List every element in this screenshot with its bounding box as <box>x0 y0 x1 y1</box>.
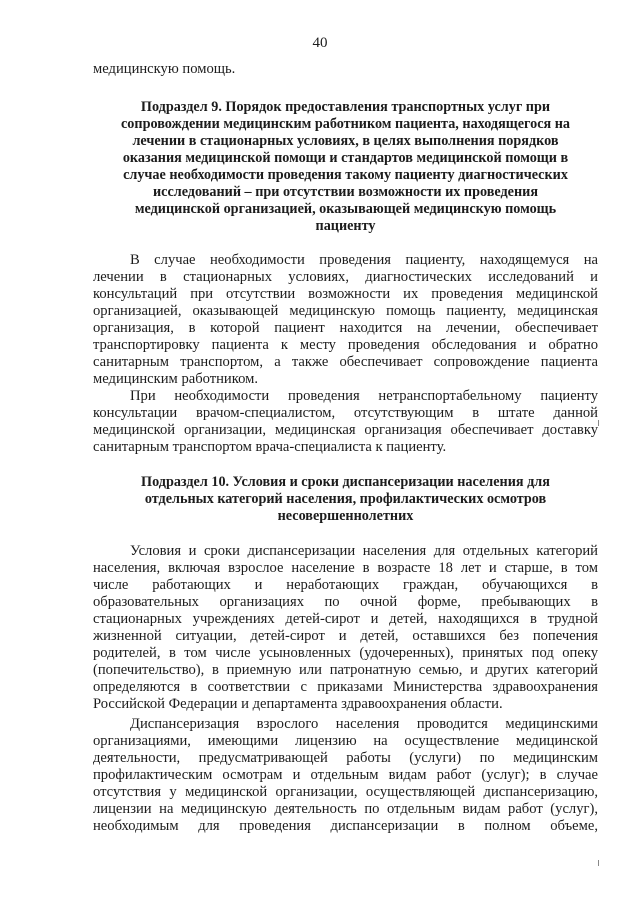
text-line: организацией, оказывающей медицинскую помощь пациенту, медицинская <box>93 303 598 319</box>
text-line: санитарным транспортом, а также обеспечивает сопровождение пациента <box>93 354 598 370</box>
scan-mark <box>598 860 599 866</box>
heading-line: отдельных категорий населения, профилактических осмотров <box>144 491 547 507</box>
heading-line: лечении в стационарных условиях, в целях выполнения порядков <box>132 133 559 149</box>
heading-line: случае необходимости проведения такому пациенту диагностических <box>123 167 568 183</box>
text-line: деятельности, предусматривающей работы (услуги) по медицинским <box>93 750 598 766</box>
text-line: организация, в которой пациент находится на лечении, обеспечивает <box>93 320 598 336</box>
text-line: В случае необходимости проведения пациенту, находящемуся на <box>130 252 598 268</box>
text-line: При необходимости проведения нетранспортабельному пациенту <box>130 388 598 404</box>
text-line: лицензии на медицинскую деятельность по отдельным видам работ (услуг), <box>93 801 598 817</box>
text-line: (попечительство), в приемную или патронатную семью, и других категорий <box>93 662 598 678</box>
text-line: Условия и сроки диспансеризации населения для отдельных категорий <box>130 543 598 559</box>
heading-line: Подраздел 9. Порядок предоставления транспортных услуг при <box>140 99 551 115</box>
text-line: родителей, в том числе усыновленных (удочеренных), принятых под опеку <box>93 645 598 661</box>
text-line: организациями, имеющими лицензию на осуществление медицинской <box>93 733 598 749</box>
intro-line: медицинскую помощь. <box>93 61 236 77</box>
heading-line: Подраздел 10. Условия и сроки диспансеризации населения для <box>141 474 550 490</box>
text-line: отсутствия у медицинской организации, осуществляющей диспансеризацию, <box>93 784 598 800</box>
page-number: 40 <box>312 35 328 51</box>
text-line: определяются в соответствии с приказами Министерства здравоохранения <box>93 679 598 695</box>
heading-line: медицинской организацией, оказывающей медицинскую помощь <box>134 201 557 217</box>
scan-mark <box>598 420 599 426</box>
text-line: необходимым для проведения диспансеризации в полном объеме, <box>93 818 598 834</box>
heading-line: оказания медицинской помощи и стандартов медицинской помощи в <box>122 150 569 166</box>
text-line: стационарных учреждениях детей-сирот и детей, находящихся в трудной <box>93 611 598 627</box>
text-line: населения, включая взрослое население в возрасте 18 лет и старше, в том <box>93 560 598 576</box>
text-line: консультаций при отсутствии возможности их проведения медицинской <box>93 286 598 302</box>
heading-line: пациенту <box>315 218 376 234</box>
text-line: медицинским работником. <box>93 371 258 387</box>
text-line: медицинской организации, медицинская организация обеспечивает доставку <box>93 422 598 438</box>
text-line: образовательных организациях по очной форме, пребывающих в <box>93 594 598 610</box>
text-line: жизненной ситуации, детей-сирот и детей, оставшихся без попечения <box>93 628 598 644</box>
text-line: транспортировку пациента к месту проведения обследования и обратно <box>93 337 598 353</box>
text-line: Диспансеризация взрослого населения проводится медицинскими <box>130 716 598 732</box>
text-line: профилактическим осмотрам и отдельным видам работ (услуг); в случае <box>93 767 598 783</box>
heading-line: несовершеннолетних <box>277 508 414 524</box>
text-line: числе работающих и неработающих граждан, обучающихся в <box>93 577 598 593</box>
heading-line: сопровождении медицинским работником пациента, находящегося на <box>121 116 570 132</box>
text-line: санитарным транспортом врача-специалиста к пациенту. <box>93 439 447 455</box>
text-line: консультации врачом-специалистом, отсутствующим в штате данной <box>93 405 598 421</box>
text-line: лечении в стационарных условиях, диагностических исследований и <box>93 269 598 285</box>
text-line: Российской Федерации и департамента здравоохранения области. <box>93 696 503 712</box>
heading-line: исследований – при отсутствии возможности их проведения <box>152 184 539 200</box>
